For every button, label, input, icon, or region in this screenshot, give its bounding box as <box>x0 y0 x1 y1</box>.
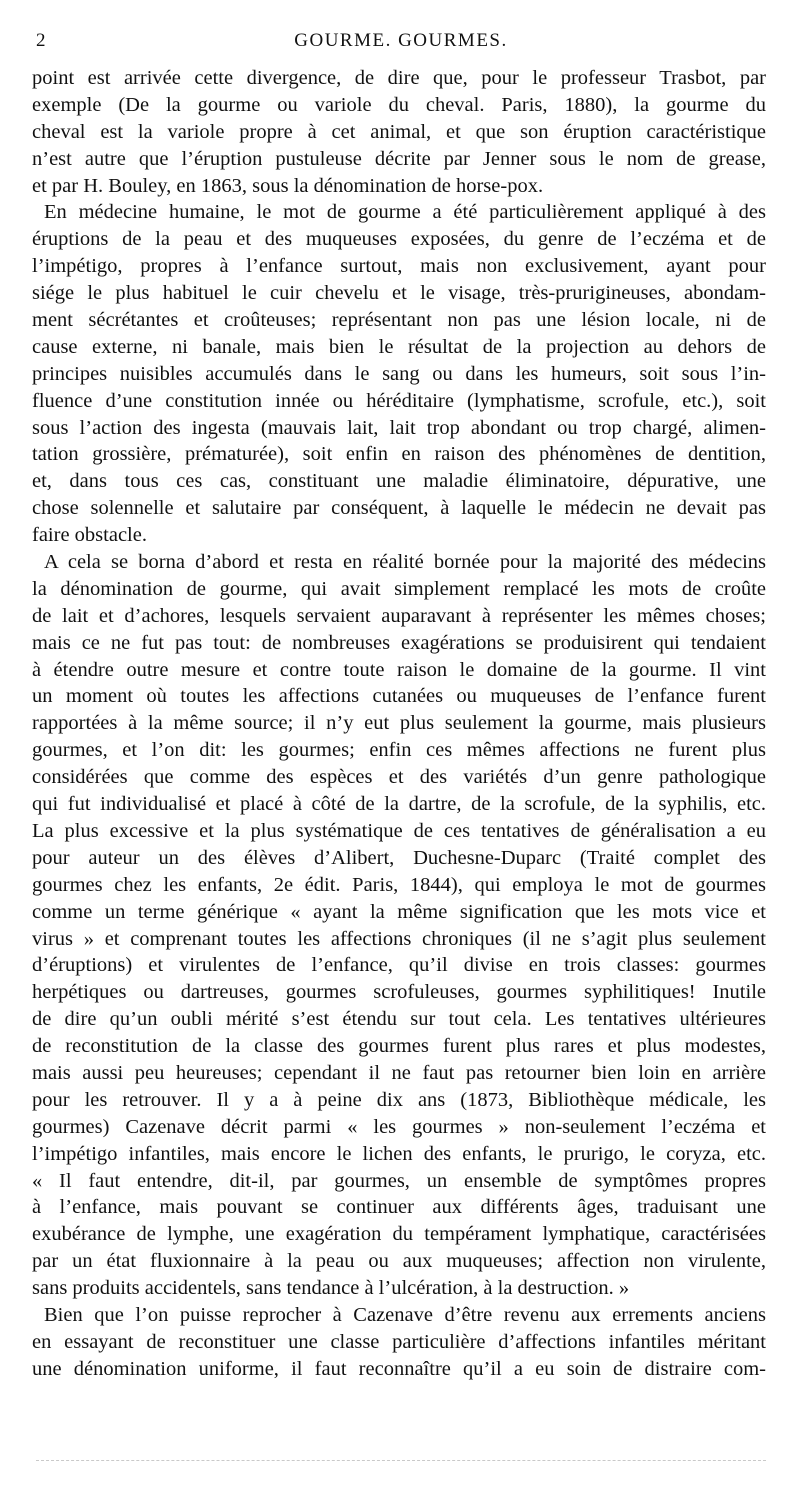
text-line: considérées que comme des espèces et des variétés d’un genre pathologique <box>32 766 766 789</box>
text-line: cause externe, ni banale, mais bien le résultat de la projection au dehors de <box>32 335 766 358</box>
text-line: d’éruptions) et virulentes de l’enfance, qu’il divise en trois classes: gourmes <box>32 954 766 977</box>
text-line: l’impétigo, propres à l’enfance surtout, mais non exclusivement, ayant pour <box>32 255 766 278</box>
running-head: GOURME. GOURMES. <box>294 30 508 51</box>
text-line: et, dans tous ces cas, constituant une maladie éliminatoire, dépurative, une <box>32 470 766 493</box>
text-line: rapportées à la même source; il n’y eut plus seulement la gourme, mais plusieurs <box>32 712 766 735</box>
text-line: La plus excessive et la plus systématique de ces tentatives de généralisation a eu <box>32 819 766 842</box>
text-line: comme un terme générique « ayant la même signification que les mots vice et <box>32 900 766 923</box>
text-line: un moment où toutes les affections cutanées ou muqueuses de l’enfance furent <box>32 685 766 708</box>
text-line: fluence d’une constitution innée ou héréditaire (lymphatisme, scrofule, etc.), soit <box>32 389 766 412</box>
text-line: En médecine humaine, le mot de gourme a été particulièrement appliqué à des <box>44 201 766 224</box>
text-line: n’est autre que l’éruption pustuleuse décrite par Jenner sous le nom de grease, <box>32 147 766 170</box>
text-line: point est arrivée cette divergence, de dire que, pour le professeur Trasbot, par <box>32 67 766 89</box>
page-header <box>36 30 766 58</box>
text-line: tation grossière, prématurée), soit enfin en raison des phénomènes de dentition, <box>32 443 766 466</box>
text-line: gourmes, et l’on dit: les gourmes; enfin ces mêmes affections ne furent plus <box>32 739 766 762</box>
text-line: exubérance de lymphe, une exagération du tempérament lymphatique, caractérisées <box>32 1223 766 1246</box>
text-line: Bien que l’on puisse reprocher à Cazenave d’être revenu aux errements anciens <box>44 1303 766 1326</box>
text-line: de dire qu’un oubli mérité s’est étendu sur tout cela. Les tentatives ultérieures <box>32 1008 766 1031</box>
text-line: siége le plus habituel le cuir chevelu et le visage, très-prurigineuses, abondam- <box>32 282 766 305</box>
text-line: sous l’action des ingesta (mauvais lait, lait trop abondant ou trop chargé, alimen- <box>32 416 766 439</box>
text-line: gourmes chez les enfants, 2e édit. Paris, 1844), qui employa le mot de gourmes <box>32 873 766 896</box>
text-line: à étendre outre mesure et contre toute raison le domaine de la gourme. Il vint <box>32 658 766 681</box>
body-text <box>32 65 766 1383</box>
text-line: en essayant de reconstituer une classe particulière d’affections infantiles méritant <box>32 1330 766 1353</box>
text-line: A cela se borna d’abord et resta en réalité bornée pour la majorité des médecins <box>44 551 766 574</box>
text-line: ment sécrétantes et croûteuses; représentant non pas une lésion locale, ni de <box>32 309 766 332</box>
text-line: pour auteur un des élèves d’Alibert, Duchesne-Duparc (Traité complet des <box>32 846 766 869</box>
text-line: une dénomination uniforme, il faut reconnaître qu’il a eu soin de distraire com- <box>32 1357 766 1380</box>
text-line: herpétiques ou dartreuses, gourmes scrofuleuses, gourmes syphilitiques! Inutile <box>32 981 766 1004</box>
text-line: de reconstitution de la classe des gourmes furent plus rares et plus modestes, <box>32 1035 766 1058</box>
text-line: l’impétigo infantiles, mais encore le lichen des enfants, le prurigo, le coryza, etc. <box>32 1142 766 1165</box>
text-line: mais aussi peu heureuses; cependant il ne faut pas retourner bien loin en arrière <box>32 1061 766 1084</box>
text-line: exemple (De la gourme ou variole du cheval. Paris, 1880), la gourme du <box>32 93 766 116</box>
text-line: de lait et d’achores, lesquels servaient auparavant à représenter les mêmes choses; <box>32 604 766 627</box>
text-line: à l’enfance, mais pouvant se continuer aux différents âges, traduisant une <box>32 1196 766 1219</box>
text-line: chose solennelle et salutaire par conséquent, à laquelle le médecin ne devait pas <box>32 497 766 520</box>
text-line: et par H. Bouley, en 1863, sous la dénomination de horse-pox. <box>32 174 544 197</box>
text-line: sans produits accidentels, sans tendance à l’ulcération, à la destruction. » <box>32 1277 630 1300</box>
text-line: éruptions de la peau et des muqueuses exposées, du genre de l’eczéma et de <box>32 228 766 251</box>
text-line: gourmes) Cazenave décrit parmi « les gourmes » non-seulement l’eczéma et <box>32 1115 766 1138</box>
text-line: cheval est la variole propre à cet animal, et que son éruption caractéristique <box>32 120 766 143</box>
text-line: virus » et comprenant toutes les affections chroniques (il ne s’agit plus seulement <box>32 927 766 950</box>
text-line: mais ce ne fut pas tout: de nombreuses exagérations se produisirent qui tendaient <box>32 631 766 654</box>
text-line: qui fut individualisé et placé à côté de la dartre, de la scrofule, de la syphilis, etc. <box>32 793 766 816</box>
text-line: pour les retrouver. Il y a à peine dix ans (1873, Bibliothèque médicale, les <box>32 1088 766 1111</box>
text-line: par un état fluxionnaire à la peau ou aux muqueuses; affection non virulente, <box>32 1250 766 1273</box>
text-line: principes nuisibles accumulés dans le sang ou dans les humeurs, soit sous l’in- <box>32 362 766 385</box>
footer-rule <box>36 1460 766 1461</box>
text-line: faire obstacle. <box>32 524 147 547</box>
page-number: 2 <box>36 30 47 51</box>
text-line: « Il faut entendre, dit-il, par gourmes, un ensemble de symptômes propres <box>32 1169 766 1192</box>
text-line: la dénomination de gourme, qui avait simplement remplacé les mots de croûte <box>32 577 766 600</box>
